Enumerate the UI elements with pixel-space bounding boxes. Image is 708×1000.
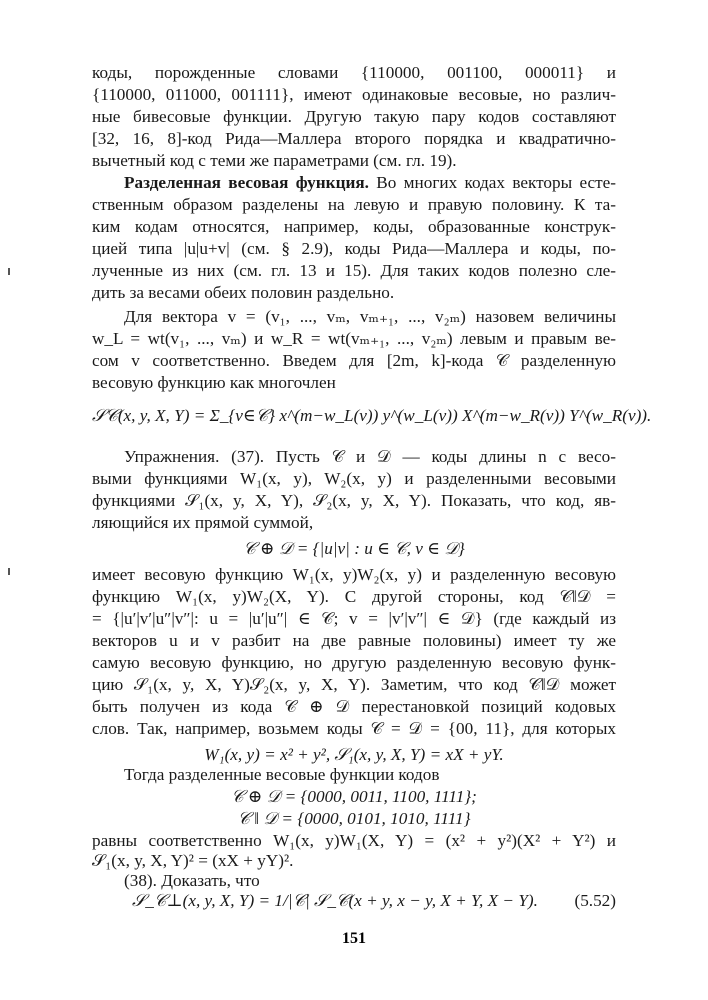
text-line: коды, порожденные словами {110000, 001100, 000011} и bbox=[92, 63, 616, 82]
text-line: = {|u′|v′|u″|v″|: u = |u′|u″| ∈ 𝒞; v = |v′|v″| ∈ 𝒟} (где каждый из bbox=[92, 609, 616, 628]
text-line: {110000, 011000, 001111}, имеют одинаковые весовые, но различ- bbox=[92, 85, 616, 104]
formula-direct-sum: 𝒞 ⊕ 𝒟 = {|u|v| : u ∈ 𝒞, v ∈ 𝒟} bbox=[243, 539, 465, 558]
lower-block bbox=[92, 0, 652, 1000]
margin-mark bbox=[8, 268, 10, 275]
text-line: Упражнения. (37). Пусть 𝒞 и 𝒟 — коды длины n с весо- bbox=[124, 447, 616, 466]
text-line: цию 𝒮₁(x, y, X, Y)𝒮₂(x, y, X, Y). Заметим, что код 𝒞‖𝒟 может bbox=[92, 675, 616, 694]
text-line: w_L = wt(v₁, ..., vₘ) и w_R = wt(vₘ₊₁, ..., v₂ₘ) левым и правым ве- bbox=[92, 329, 616, 348]
text-line: лученные из них (см. гл. 13 и 15). Для таких кодов полезно сле- bbox=[92, 261, 616, 280]
page-number: 151 bbox=[342, 930, 366, 947]
text-line: ные бивесовые функции. Другую такую пару кодов составляют bbox=[92, 107, 616, 126]
text-line: весовую функцию как многочлен bbox=[92, 373, 336, 392]
formula-code-interleaved: 𝒞 ‖ 𝒟 = {0000, 0101, 1010, 1111} bbox=[237, 809, 471, 828]
margin-mark bbox=[8, 568, 10, 575]
text-line: функциями 𝒮₁(x, y, X, Y), 𝒮₂(x, y, X, Y). Показать, что код, яв- bbox=[92, 491, 616, 510]
formula-code-direct-sum: 𝒞 ⊕ 𝒟 = {0000, 0011, 1100, 1111}; bbox=[231, 787, 477, 806]
text-line: самую весовую функцию, но другую разделенную весовую функ- bbox=[92, 653, 616, 672]
text-line: векторов u и v разбит на две равные половины) имеет ту же bbox=[92, 631, 616, 650]
text-line: цией типа |u|u+v| (см. § 2.9), коды Рида—Маллера и коды, по- bbox=[92, 239, 616, 258]
text-line: выми функциями W₁(x, y), W₂(x, y) и разделенными весовыми bbox=[92, 469, 616, 488]
text-line: ким кодам относятся, например, коды, образованные конструк- bbox=[92, 217, 616, 236]
text-line: функцию W₁(x, y)W₂(X, Y). С другой стороны, код 𝒞‖𝒟 = bbox=[92, 587, 616, 606]
text-line: дить за весами обеих половин раздельно. bbox=[92, 283, 395, 302]
text-line: имеет весовую функцию W₁(x, y)W₂(x, y) и разделенную весовую bbox=[92, 565, 616, 584]
text-line: сом v соответственно. Введем для [2m, k]-кода 𝒞 разделенную bbox=[92, 351, 616, 370]
text-line: Для вектора v = (v₁, ..., vₘ, vₘ₊₁, ..., v₂ₘ) назовем величины bbox=[124, 307, 616, 326]
text-line: Тогда разделенные весовые функции кодов bbox=[124, 765, 440, 784]
formula-example: W₁(x, y) = x² + y², 𝒮₁(x, y, X, Y) = xX + yY. bbox=[204, 745, 504, 764]
text-line: [32, 16, 8]-код Рида—Маллера второго порядка и квадратично- bbox=[92, 129, 616, 148]
formula-dual: 𝒮_𝒞⊥(x, y, X, Y) = 1/|𝒞| 𝒮_𝒞(x + y, x − y, X + Y, X − Y). bbox=[132, 891, 538, 910]
text-line: ляющийся их прямой суммой, bbox=[92, 513, 314, 532]
formula-split-weight: 𝒮𝒞(x, y, X, Y) = Σ_{v∈𝒞} x^(m−w_L(v)) y^(w_L(v)) X^(m−w_R(v)) Y^(w_R(v)). bbox=[92, 406, 652, 425]
text-line: (38). Доказать, что bbox=[124, 871, 260, 890]
text-run: Во многих кодах векторы есте- bbox=[368, 173, 616, 192]
text-line: 𝒮₁(x, y, X, Y)² = (xX + yY)². bbox=[92, 851, 294, 870]
text-line: быть получен из кода 𝒞 ⊕ 𝒟 перестановкой позиций кодовых bbox=[92, 697, 616, 716]
text-line: вычетный код с теми же параметрами (см. гл. 19). bbox=[92, 151, 457, 170]
equation-number: (5.52) bbox=[574, 891, 616, 910]
text-line: ственным образом разделены на левую и правую половину. К та- bbox=[92, 195, 616, 214]
text-line: слов. Так, например, возьмем коды 𝒞 = 𝒟 = {00, 11}, для которых bbox=[92, 719, 616, 738]
text-line: равны соответственно W₁(x, y)W₁(X, Y) = (x² + y²)(X² + Y²) и bbox=[92, 831, 616, 850]
section-heading: Разделенная весовая функция. bbox=[124, 173, 369, 192]
